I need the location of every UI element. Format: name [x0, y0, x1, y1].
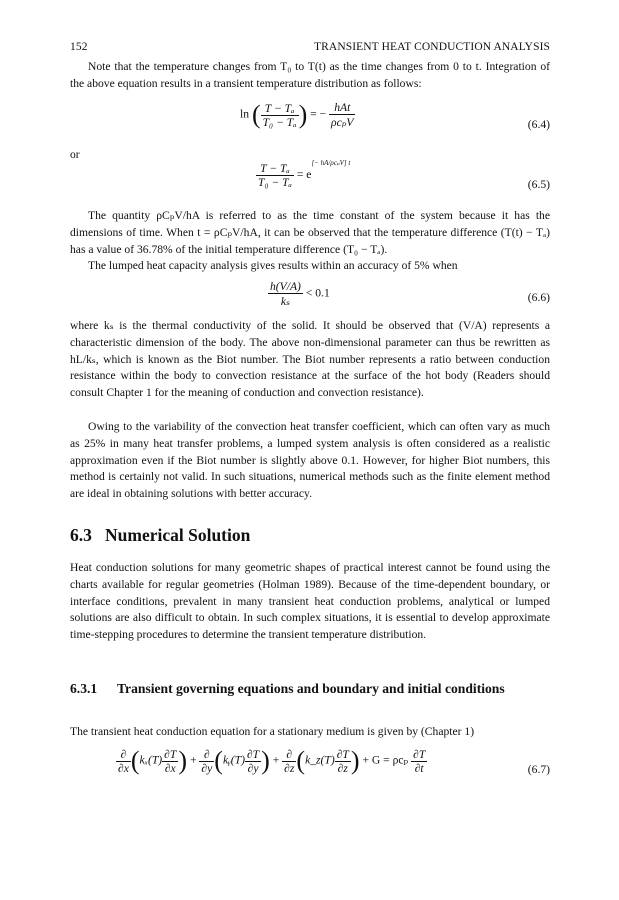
partial-t: ∂t — [414, 761, 424, 775]
eq-6-4-lhs-numerator: T − Tₐ — [261, 102, 299, 116]
equation-number-6-6: (6.6) — [527, 291, 550, 304]
section-number: 6.3 — [70, 525, 92, 545]
subsection-number: 6.3.1 — [70, 681, 98, 696]
plus-sign: + — [272, 753, 280, 767]
paragraph-numerical-solution: Heat conduction solutions for many geometric shapes of practical interest cannot be found using the charts available for regular geometries (Holman 1989). Because of the time-dependent boundary, or interface conditions, prevalent in many transient heat conduction problems, analytical or lumped solutions are also difficult to obtain. In such complex situations, it is essential to develop approximate time-stepping procedures to determine the transient temperature distribution. — [70, 561, 550, 642]
partial-symbol: ∂ — [282, 748, 296, 762]
eq-6-7-rhs: + G = ρcₚ — [362, 753, 409, 767]
or-word: or — [70, 148, 80, 161]
plus-sign: + — [189, 753, 197, 767]
section-title: Numerical Solution — [105, 525, 251, 545]
partial-x: ∂x — [118, 761, 129, 775]
partial-z: ∂z — [284, 761, 295, 775]
partial-T: ∂T — [246, 747, 260, 761]
equation-number-6-4: (6.4) — [527, 118, 550, 131]
equation-6-7: $\frac{\partial}{\partial x}$ (kₓ(T) $\frac{\partial T}{\partial x}$ ) + $\frac{\partial}{\partial y}$ (kᵧ(T) $\frac{\partial T}{\partial y}$ ) + $\frac{\partial}{\partial z}$ (k_z(T) $\frac{\partial T}{\partial z}$ ) + G = ρcₚ $\frac{\partial T}{\partial t}$ — [118, 746, 426, 775]
eq-6-5-numerator: T − Tₐ — [256, 162, 294, 176]
page-number: 152 — [70, 41, 88, 53]
partial-z: ∂z — [337, 761, 348, 775]
equation-6-6 — [268, 280, 330, 308]
eq-6-6-rhs: < 0.1 — [305, 286, 330, 300]
partial-y: ∂y — [247, 761, 259, 775]
eq-6-6-numerator: h(V/A) — [270, 280, 301, 293]
equation-number-6-7: (6.7) — [527, 763, 550, 776]
eq-6-5-exponent: [− hA/ρcₚV] t — [311, 159, 351, 168]
paragraph-lumped-accuracy: The lumped heat capacity analysis gives results within an accuracy of 5% when — [88, 259, 458, 272]
eq-6-4-equals: = − — [310, 107, 327, 121]
partial-T: ∂T — [413, 747, 426, 761]
running-header — [70, 41, 550, 53]
equation-number-6-5: (6.5) — [527, 178, 550, 191]
equation-6-5 — [256, 159, 351, 189]
ky-term: kᵧ(T) — [222, 753, 245, 767]
paragraph-time-constant: The quantity ρCₚV/hA is referred to as the time constant of the system because it has the dimensions of time. When t = ρCₚV/hA, it can be observed that the temperature difference (T(t) − Tₐ) has a value of 36.78% of the initial temperature difference (T₀ − Tₐ). — [70, 209, 550, 256]
eq-6-6-denominator: kₛ — [280, 295, 290, 308]
partial-x: ∂x — [164, 761, 176, 775]
eq-6-4-rhs-denominator: ρcₚV — [331, 116, 354, 129]
kz-term: k_z(T) — [305, 753, 335, 767]
section-heading — [70, 525, 250, 546]
equation-6-4: ln ( $\frac{\text{T − Tₐ}}{\text{T₀ − Tₐ}}$ ) = − $\frac{\text{hAt}}{\text{ρcₚV}}$ — [240, 100, 354, 129]
paragraph-governing-equation-intro: The transient heat conduction equation for a stationary medium is given by (Chapter 1) — [70, 725, 475, 738]
partial-T: ∂T — [336, 747, 349, 761]
running-title: TRANSIENT HEAT CONDUCTION ANALYSIS — [314, 41, 550, 53]
partial-symbol: ∂ — [116, 748, 131, 762]
paragraph-convection-variability: Owing to the variability of the convection heat transfer coefficient, which can often vary as much as 25% in many heat transfer problems, a lumped system analysis is often considered as a realistic approximation even if the Biot number is slightly above 0.1. However, for higher Biot numbers, this method is certainly not valid. In such situations, numerical methods such as the finite element method are ideal in obtaining solutions with better accuracy. — [70, 420, 550, 501]
paragraph-intro: Note that the temperature changes from T₀ to T(t) as the time changes from 0 to t. Integration of the above equation results in a transient temperature distribution as follows: — [70, 60, 550, 90]
partial-symbol: ∂ — [199, 748, 214, 762]
partial-T: ∂T — [164, 747, 177, 761]
partial-y: ∂y — [201, 761, 213, 775]
eq-6-4-lhs-denominator: T₀ − Tₐ — [262, 115, 297, 129]
kx-term: kₓ(T) — [139, 753, 163, 767]
eq-6-5-denominator: T₀ − Tₐ — [258, 176, 292, 189]
eq-6-5-rhs: = e — [296, 168, 312, 182]
ln-operator: ln — [240, 107, 250, 121]
subsection-title: Transient governing equations and boundary and initial conditions — [117, 681, 505, 696]
eq-6-4-rhs-numerator: hAt — [329, 101, 355, 115]
paragraph-biot-number: where kₛ is the thermal conductivity of the solid. It should be observed that (V/A) represents a characteristic dimension of the body. The above non-dimensional parameter can thus be rewritten as hL/kₛ, which is known as the Biot number. The Biot number represents a ratio between conduction resistance within the body to convection resistance at the surface of the hot body (Readers should consult Chapter 1 for the meaning of conduction and convection resistance). — [70, 319, 550, 400]
subsection-heading — [70, 680, 550, 697]
